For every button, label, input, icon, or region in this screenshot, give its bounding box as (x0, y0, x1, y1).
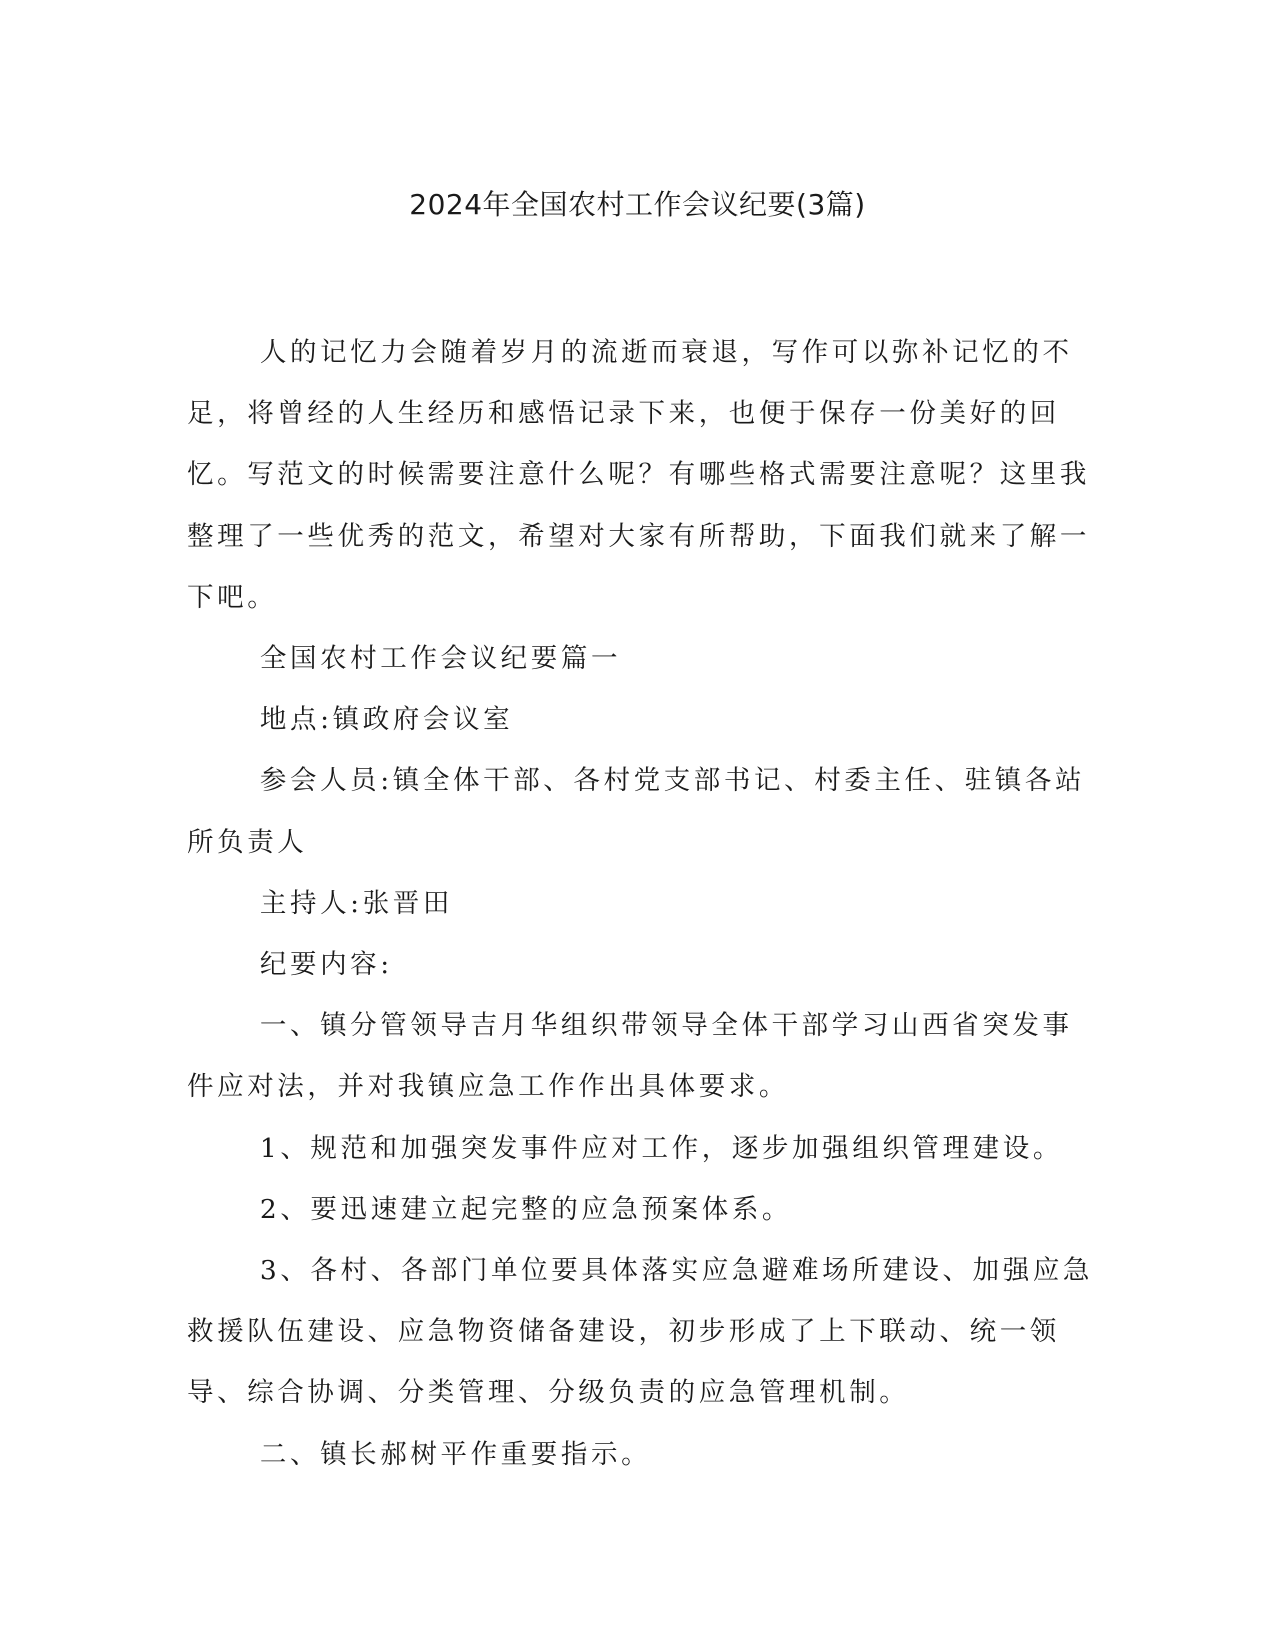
document-body (187, 322, 1095, 1485)
meeting-attendees: 参会人员:镇全体干部、各村党支部书记、村委主任、驻镇各站所负责人 (187, 765, 1086, 858)
minutes-item: 2、要迅速建立起完整的应急预案体系。 (259, 1193, 793, 1225)
minutes-item: 一、镇分管领导吉月华组织带领导全体干部学习山西省突发事件应对法，并对我镇应急工作作出具体要求。 (187, 1010, 1073, 1103)
minutes-item: 二、镇长郝树平作重要指示。 (259, 1438, 652, 1470)
minutes-heading: 纪要内容: (259, 949, 393, 981)
meeting-location: 地点:镇政府会议室 (259, 704, 514, 736)
meeting-host: 主持人:张晋田 (259, 887, 454, 919)
minutes-item: 3、各村、各部门单位要具体落实应急避难场所建设、加强应急救援队伍建设、应急物资储备建设，初步形成了上下联动、统一领导、综合协调、分类管理、分级负责的应急管理机制。 (187, 1255, 1094, 1409)
document-title: 2024年全国农村工作会议纪要(3篇) (409, 188, 866, 221)
minutes-item: 1、规范和加强突发事件应对工作，逐步加强组织管理建设。 (259, 1132, 1063, 1164)
section-heading: 全国农村工作会议纪要篇一 (259, 643, 622, 675)
intro-paragraph: 人的记忆力会随着岁月的流逝而衰退，写作可以弥补记忆的不足，将曾经的人生经历和感悟记录下来，也便于保存一份美好的回忆。写范文的时候需要注意什么呢？有哪些格式需要注意呢？这里我整理了一些优秀的范文，希望对大家有所帮助，下面我们就来了解一下吧。 (187, 337, 1090, 613)
